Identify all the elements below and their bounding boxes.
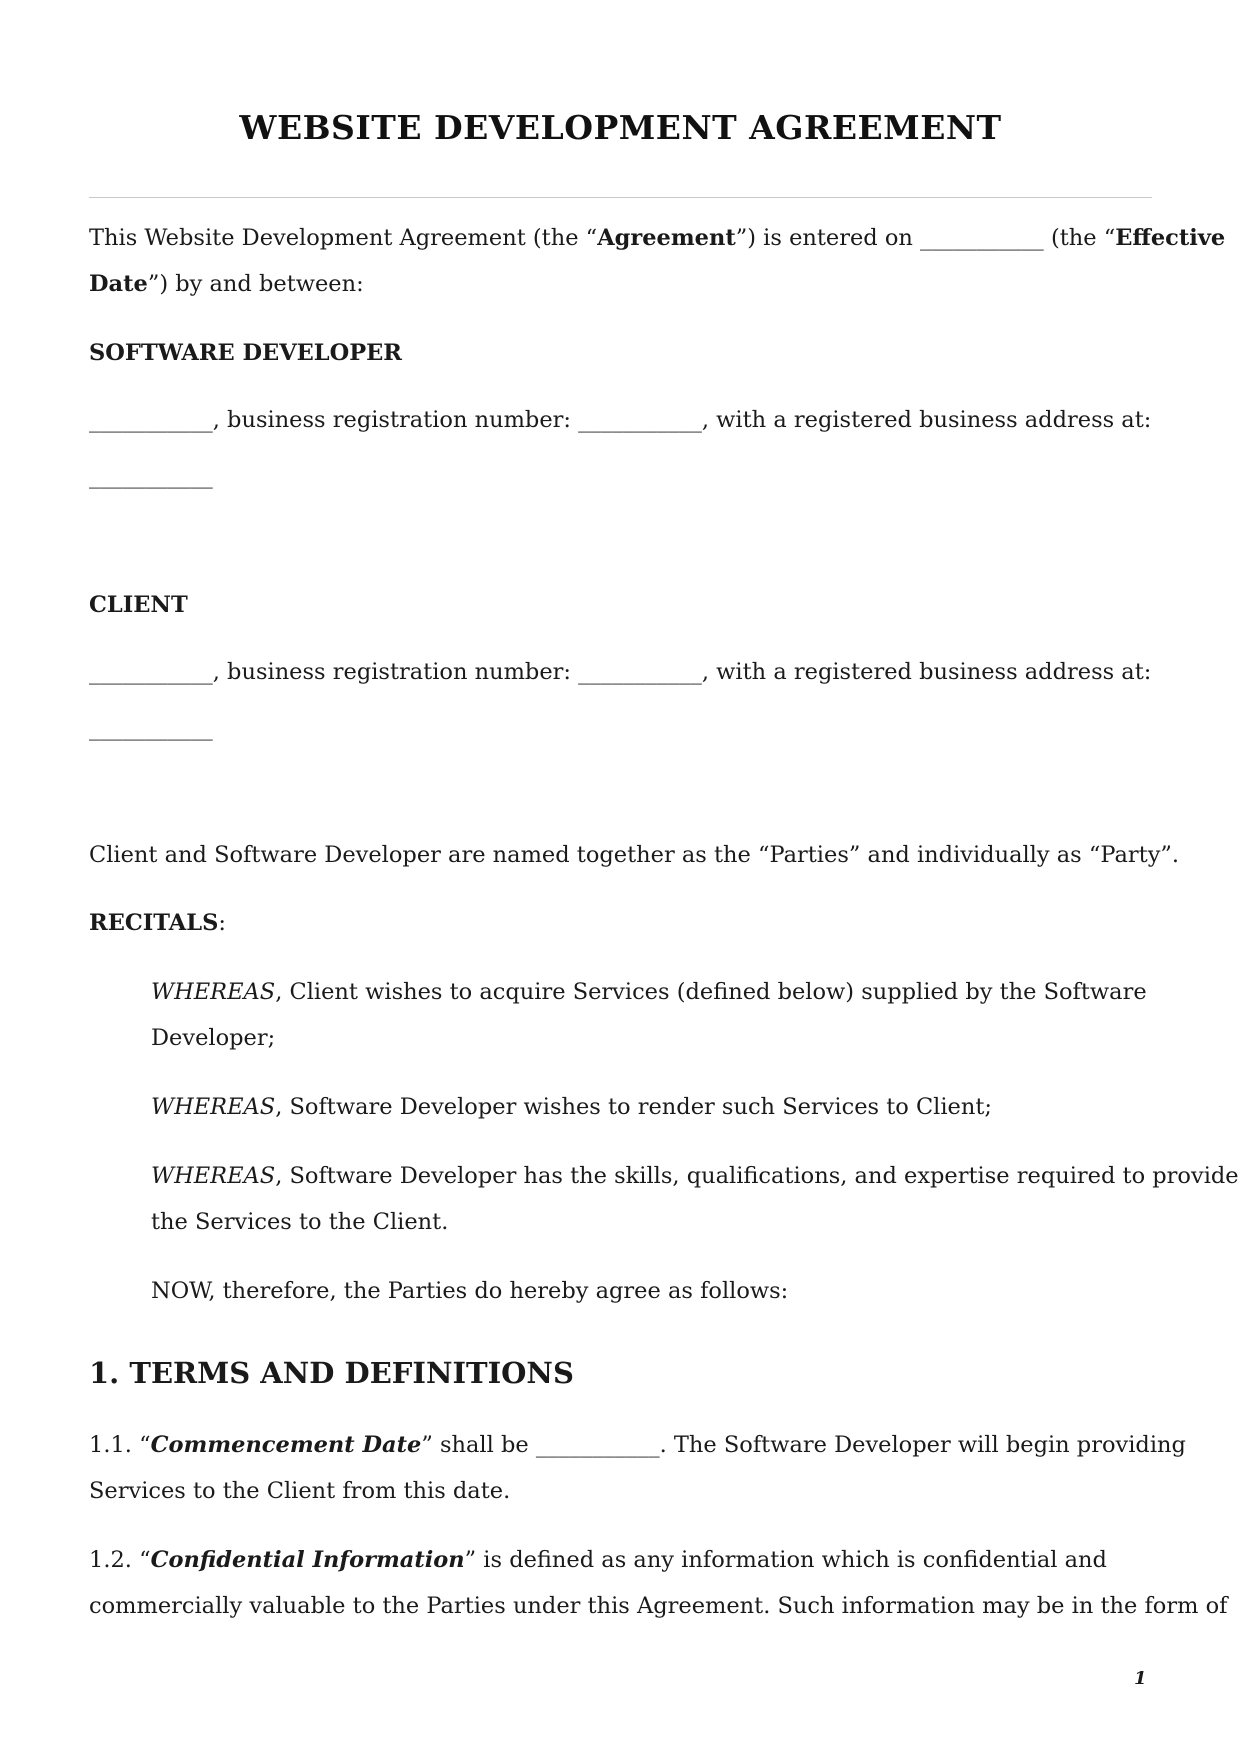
recital-3-line-2: the Services to the Client. bbox=[151, 1209, 449, 1235]
intro-line-1 bbox=[89, 215, 1226, 261]
recital-1-line-1 bbox=[151, 969, 1161, 1015]
client-heading: CLIENT bbox=[89, 592, 188, 618]
clause-1-2-line-2: commercially valuable to the Parties under this Agreement. Such information may be in the form of bbox=[89, 1593, 1228, 1619]
clause-1-1-number: 1.1. “ bbox=[89, 1432, 151, 1458]
intro-pre: This Website Development Agreement (the “ bbox=[89, 225, 598, 251]
recitals-heading-line bbox=[89, 900, 1159, 946]
whereas-label: WHEREAS bbox=[151, 1163, 276, 1189]
recital-3-line-1 bbox=[151, 1153, 1239, 1199]
document-title: WEBSITE DEVELOPMENT AGREEMENT bbox=[239, 108, 1002, 147]
recitals-colon: : bbox=[218, 910, 226, 936]
recital-2-text: , Software Developer wishes to render such Services to Client; bbox=[275, 1094, 992, 1120]
whereas-label: WHEREAS bbox=[151, 979, 276, 1005]
clause-1-1-text: ” shall be ___________. The Software Developer will begin providing bbox=[421, 1432, 1186, 1458]
recital-1-line-2: Developer; bbox=[151, 1025, 276, 1051]
title-divider bbox=[89, 197, 1152, 198]
intro-line2-rest: ”) by and between: bbox=[147, 271, 364, 297]
clause-1-1-line-1 bbox=[89, 1422, 1186, 1468]
clause-1-1-line-2: Services to the Client from this date. bbox=[89, 1478, 511, 1504]
page-number: 1 bbox=[1134, 1668, 1147, 1689]
date-term: Date bbox=[89, 271, 148, 297]
clause-1-2-line-1 bbox=[89, 1537, 1159, 1583]
recital-2-line-1 bbox=[151, 1084, 1161, 1130]
confidential-information-term: Confidential Information bbox=[150, 1547, 465, 1573]
client-line-2: ___________ bbox=[89, 715, 213, 741]
whereas-label: WHEREAS bbox=[151, 1094, 276, 1120]
clause-1-2-text: ” is defined as any information which is confidential and bbox=[464, 1547, 1107, 1573]
parties-sentence: Client and Software Developer are named together as the “Parties” and individually as “Party”. bbox=[89, 842, 1180, 868]
intro-line-2 bbox=[89, 261, 1159, 307]
commencement-date-term: Commencement Date bbox=[150, 1432, 422, 1458]
developer-line-2: ___________ bbox=[89, 463, 213, 489]
agreement-term: Agreement bbox=[597, 225, 736, 251]
recital-3-text: , Software Developer has the skills, qualifications, and expertise required to provide bbox=[275, 1163, 1239, 1189]
developer-heading: SOFTWARE DEVELOPER bbox=[89, 340, 402, 366]
section-1-heading: 1. TERMS AND DEFINITIONS bbox=[89, 1356, 574, 1390]
developer-line-1: ___________, business registration number: ___________, with a registered business address at: bbox=[89, 407, 1152, 433]
clause-1-2-number: 1.2. “ bbox=[89, 1547, 151, 1573]
recital-1-text: , Client wishes to acquire Services (defined below) supplied by the Software bbox=[275, 979, 1147, 1005]
effective-term: Effective bbox=[1115, 225, 1226, 251]
intro-mid: ”) is entered on ___________ (the “ bbox=[735, 225, 1116, 251]
now-therefore: NOW, therefore, the Parties do hereby agree as follows: bbox=[151, 1278, 789, 1304]
client-line-1: ___________, business registration number: ___________, with a registered business address at: bbox=[89, 659, 1152, 685]
recitals-heading: RECITALS bbox=[89, 910, 219, 936]
